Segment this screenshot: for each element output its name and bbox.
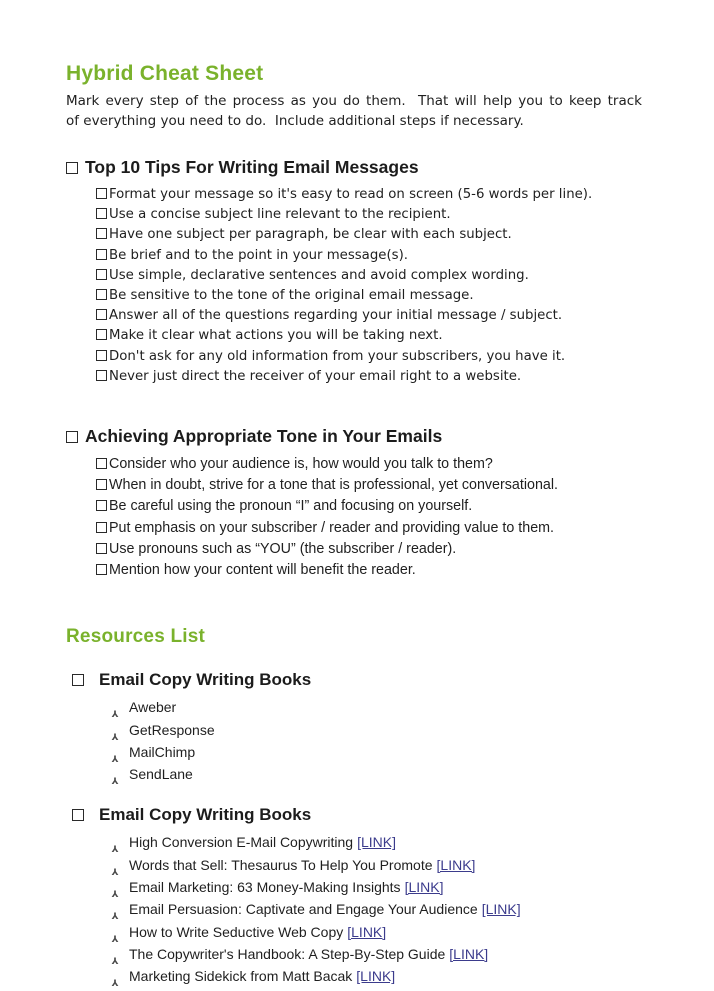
resource-item: Y MailChimp: [110, 743, 652, 765]
checkbox-icon: [96, 329, 107, 340]
bullet-icon: Y: [111, 842, 119, 853]
checkbox-icon: [96, 350, 107, 361]
bullet-icon: Y: [111, 752, 119, 763]
checklist-item: Format your message so it's easy to read on screen (5-6 words per line).: [96, 184, 652, 204]
checklist: [66, 453, 652, 580]
resource-item: Y Marketing Sidekick from Matt Bacak [LINK]: [110, 967, 652, 989]
checklist-item: Be careful using the pronoun “I” and focusing on yourself.: [96, 495, 652, 516]
resource-link[interactable]: [LINK]: [449, 945, 489, 962]
checkbox-icon: [96, 370, 107, 381]
bullet-icon: Y: [111, 774, 119, 785]
resource-item: Y Email Persuasion: Captivate and Engage Your Audience [LINK]: [110, 900, 652, 922]
resource-link[interactable]: [LINK]: [481, 901, 521, 918]
resource-group-books-2: [66, 805, 652, 989]
section-heading: [66, 157, 652, 178]
group-heading-label: Email Copy Writing Books: [99, 670, 312, 690]
checklist-item: Never just direct the receiver of your email right to a website.: [96, 366, 652, 386]
resource-item: Y Words that Sell: Thesaurus To Help You Promote [LINK]: [110, 856, 652, 878]
page-title: Hybrid Cheat Sheet: [66, 62, 264, 85]
intro-paragraph: [66, 91, 642, 131]
checkbox-icon: [96, 208, 107, 219]
checkbox-icon: [96, 188, 107, 199]
section-heading: [66, 426, 652, 447]
bullet-icon: Y: [111, 887, 119, 898]
checkbox-icon: [96, 564, 107, 575]
checklist-item: Make it clear what actions you will be taking next.: [96, 325, 652, 345]
resource-link[interactable]: [LINK]: [357, 834, 396, 851]
bullet-icon: Y: [111, 729, 119, 740]
intro-line-2: of everything you need to do. Include additional steps if necessary.: [66, 113, 524, 129]
resource-item: Y SendLane: [110, 765, 652, 787]
resource-link[interactable]: [LINK]: [404, 879, 444, 896]
group-heading: [66, 805, 652, 825]
resource-list: [66, 698, 652, 787]
resource-item: Y High Conversion E-Mail Copywriting [LINK]: [110, 833, 652, 855]
resource-item: Y The Copywriter's Handbook: A Step-By-Step Guide [LINK]: [110, 945, 652, 967]
resource-item: Y Email Marketing: 63 Money-Making Insights [LINK]: [110, 878, 652, 900]
resource-item: Y Aweber: [110, 698, 652, 720]
checkbox-icon: [96, 479, 107, 490]
resource-group-books-1: [66, 670, 652, 787]
checklist-item: Answer all of the questions regarding your initial message / subject.: [96, 305, 652, 325]
checklist-item: Don't ask for any old information from your subscribers, you have it.: [96, 346, 652, 366]
checklist-item: Be sensitive to the tone of the original email message.: [96, 285, 652, 305]
bullet-icon: Y: [111, 954, 119, 965]
bullet-icon: Y: [111, 976, 119, 987]
checkbox-icon: [66, 162, 78, 174]
bullet-icon: Y: [111, 931, 119, 942]
checklist-item: Be brief and to the point in your message(s).: [96, 245, 652, 265]
checklist-item: Use pronouns such as “YOU” (the subscriber / reader).: [96, 538, 652, 559]
resource-link[interactable]: [LINK]: [436, 856, 476, 873]
checklist-item: Put emphasis on your subscriber / reader and providing value to them.: [96, 517, 652, 538]
bullet-icon: Y: [111, 707, 119, 718]
checklist-item: Use a concise subject line relevant to the recipient.: [96, 204, 652, 224]
checklist-item: Use simple, declarative sentences and avoid complex wording.: [96, 265, 652, 285]
resource-link[interactable]: [LINK]: [347, 923, 387, 940]
checklist-item: Consider who your audience is, how would you talk to them?: [96, 453, 652, 474]
section-heading-label: Achieving Appropriate Tone in Your Emails: [85, 426, 443, 447]
section-top-10-tips: [66, 157, 652, 386]
checklist-item: Have one subject per paragraph, be clear with each subject.: [96, 224, 652, 244]
group-heading: [66, 670, 652, 690]
checkbox-icon: [96, 522, 107, 533]
checkbox-icon: [72, 809, 84, 821]
section-appropriate-tone: [66, 426, 652, 580]
checkbox-icon: [72, 674, 84, 686]
checkbox-icon: [96, 289, 107, 300]
resource-item: Y How to Write Seductive Web Copy [LINK]: [110, 923, 652, 945]
checkbox-icon: [96, 249, 107, 260]
section-heading-label: Top 10 Tips For Writing Email Messages: [85, 157, 419, 177]
checkbox-icon: [96, 309, 107, 320]
resource-item: Y GetResponse: [110, 721, 652, 743]
resource-list: [66, 833, 652, 989]
checklist: [66, 184, 652, 386]
resource-link[interactable]: [LINK]: [356, 968, 396, 985]
group-heading-label: Email Copy Writing Books: [99, 805, 312, 825]
checkbox-icon: [96, 543, 107, 554]
checkbox-icon: [96, 228, 107, 239]
bullet-icon: Y: [111, 865, 119, 876]
checkbox-icon: [96, 500, 107, 511]
resources-heading: Resources List: [66, 626, 206, 648]
bullet-icon: Y: [111, 909, 119, 920]
checklist-item: When in doubt, strive for a tone that is professional, yet conversational.: [96, 474, 652, 495]
checkbox-icon: [96, 269, 107, 280]
checkbox-icon: [96, 458, 107, 469]
checkbox-icon: [66, 431, 78, 443]
intro-line-1: Mark every step of the process as you do them. That will help you to keep track: [66, 93, 642, 109]
checklist-item: Mention how your content will benefit the reader.: [96, 559, 652, 580]
